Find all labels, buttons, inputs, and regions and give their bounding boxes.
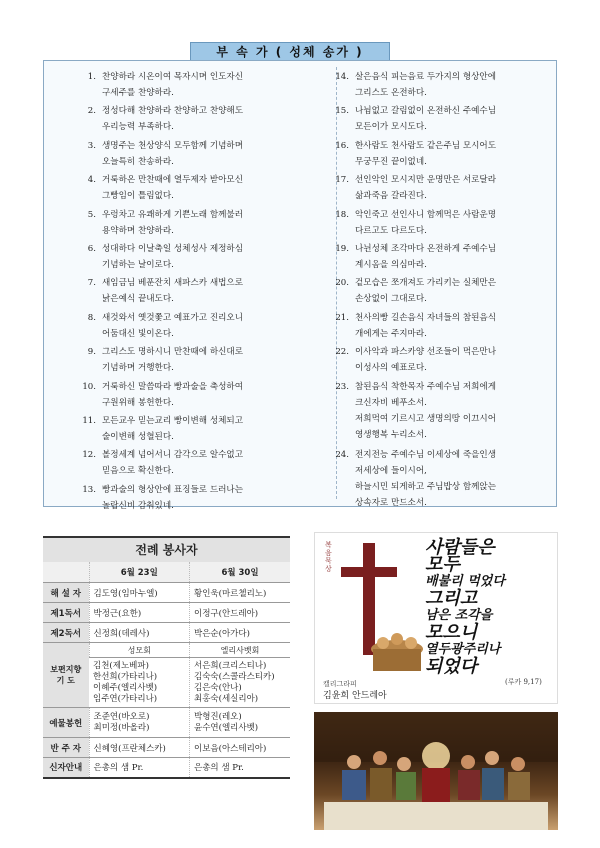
cross-basket-icon bbox=[319, 533, 429, 683]
verse-line: 놀랍신비 감춰있네. bbox=[102, 500, 174, 511]
name: 이혜주(엘리사벳) bbox=[93, 682, 158, 693]
verse-line: 우리능력 부족하다. bbox=[102, 122, 174, 133]
verse-line: 믿음으로 확신한다. bbox=[102, 466, 174, 477]
artist-label: 캘리그라피 bbox=[323, 680, 357, 688]
hymn-verse bbox=[329, 379, 567, 448]
verse-text bbox=[355, 275, 567, 307]
verse-line: 하늘시민 되게하고 주님밥상 함께앉는 bbox=[355, 482, 497, 493]
verse-text bbox=[102, 344, 314, 376]
verse-number: 5. bbox=[87, 209, 96, 220]
role-label: 신자안내 bbox=[43, 758, 89, 778]
group-b: 엘리사벳회 bbox=[190, 643, 291, 658]
verse-line: 우렁차고 유쾌하게 기쁜노래 함께불러 bbox=[102, 209, 244, 220]
verse-line: 그리스도 온전하다. bbox=[355, 88, 427, 98]
verse-text bbox=[102, 310, 314, 342]
hymn-verse bbox=[329, 447, 567, 516]
assignee-a: 박정근(요한) bbox=[89, 603, 190, 623]
name: 조준연(바오로) bbox=[93, 711, 150, 722]
assignee-b: 은총의 샘 Pr. bbox=[190, 758, 291, 778]
verse-text bbox=[102, 447, 314, 479]
role-label: 예물봉헌 bbox=[43, 708, 89, 738]
role-label: 제1독서 bbox=[43, 603, 89, 623]
verse-number: 21. bbox=[335, 312, 349, 323]
hymn-verse bbox=[329, 207, 567, 241]
verse-line: 상속자로 만드소서. bbox=[355, 498, 427, 509]
name: 임주연(가타리나) bbox=[93, 693, 158, 704]
verse-text bbox=[102, 413, 314, 445]
hymn-verse bbox=[76, 138, 314, 172]
verse-line: 그리스도 명하시니 만찬때에 하신대로 bbox=[102, 347, 244, 358]
verse-line: 선인악인 모시지만 운명만은 서로달라 bbox=[355, 175, 497, 186]
assignee-a: 신혜영(프란체스카) bbox=[89, 738, 190, 758]
verse-number: 16. bbox=[335, 140, 349, 151]
verse-number: 19. bbox=[335, 243, 349, 254]
verse-number: 14. bbox=[335, 72, 349, 82]
verse-text bbox=[355, 379, 567, 443]
role-line: 기 도 bbox=[56, 676, 75, 685]
verse-line: 무궁무진 끝이없네. bbox=[355, 156, 427, 167]
verse-number: 15. bbox=[335, 106, 349, 117]
verse-line: 기념하며 거행한다. bbox=[102, 363, 174, 374]
verse-line: 저희먹여 기르시고 생명의땅 이끄시어 bbox=[355, 413, 497, 424]
verse-line: 저세상에 들이시어, bbox=[355, 466, 427, 477]
verse-line: 살은음식 피는음료 두가지의 형상안에 bbox=[355, 72, 497, 82]
calligraphy-line: 사람들은 bbox=[425, 537, 495, 558]
verse-text bbox=[355, 207, 567, 239]
role-label-prayer bbox=[43, 643, 89, 708]
name: 최미정(바올라) bbox=[93, 722, 150, 733]
verse-number: 22. bbox=[335, 347, 349, 358]
verse-text bbox=[102, 379, 314, 411]
verse-line: 오늘특히 찬송하라. bbox=[102, 156, 174, 167]
prayer-list-a bbox=[89, 658, 190, 708]
hymn-verse bbox=[329, 172, 567, 206]
verse-line: 구원위해 봉헌한다. bbox=[102, 397, 174, 408]
hymn-verse bbox=[76, 447, 314, 481]
group-a: 성모회 bbox=[89, 643, 190, 658]
assignee-b: 이보음(아스테리아) bbox=[190, 738, 291, 758]
verse-line: 성대하다 이날축일 성체성사 제정하심 bbox=[102, 243, 244, 254]
painting-figures-icon bbox=[314, 712, 558, 830]
verse-line: 나뉜성체 조각마다 온전하게 주예수님 bbox=[355, 243, 497, 254]
calligraphy-line: 남은 조각을 bbox=[425, 608, 493, 623]
verse-number: 10. bbox=[82, 381, 96, 392]
role-label: 반 주 자 bbox=[43, 738, 89, 758]
verse-line: 찬양하라 시온이여 목자시며 인도자신 bbox=[102, 72, 244, 82]
hymn-verse bbox=[76, 413, 314, 447]
verse-line: 기념하는 날이로다. bbox=[102, 259, 174, 270]
calligraphy-line: 열두광주리나 bbox=[425, 642, 501, 657]
role-label: 제2독서 bbox=[43, 623, 89, 643]
verse-text bbox=[102, 241, 314, 273]
hymn-verse bbox=[76, 482, 314, 516]
verse-line: 어둠대신 빛이온다. bbox=[102, 328, 174, 339]
offering-b bbox=[190, 708, 291, 738]
role-label: 해 설 자 bbox=[43, 583, 89, 603]
offering-a bbox=[89, 708, 190, 738]
assignee-a: 은총의 샘 Pr. bbox=[89, 758, 190, 778]
verse-line: 거룩하온 만찬때에 열두제자 받아모신 bbox=[102, 175, 244, 186]
role-line: 보편지향 bbox=[50, 665, 82, 674]
verse-line: 생명주는 천상양식 모두함께 기념하며 bbox=[102, 140, 244, 151]
header-blank bbox=[43, 562, 89, 583]
verse-text bbox=[102, 138, 314, 170]
assignee-b: 황인욱(마르첼리노) bbox=[190, 583, 291, 603]
calligraphy-text bbox=[425, 539, 553, 675]
verse-line: 이사악과 파스카양 선조들이 먹은만나 bbox=[355, 347, 497, 358]
name: 김은숙(안나) bbox=[194, 682, 242, 693]
verse-line: 새임금님 베푼잔치 새파스카 새법으로 bbox=[102, 278, 244, 289]
verse-number: 17. bbox=[335, 175, 349, 186]
verse-text bbox=[355, 241, 567, 273]
service-table bbox=[43, 562, 290, 779]
hymn-column-left bbox=[76, 69, 314, 516]
verse-number: 20. bbox=[335, 278, 349, 289]
hymn-verse bbox=[329, 138, 567, 172]
verse-line: 새것와서 옛것쫓고 예표가고 진리오니 bbox=[102, 312, 244, 323]
date-header-1: 6월 23일 bbox=[89, 562, 190, 583]
verse-text bbox=[355, 138, 567, 170]
hymn-verse bbox=[76, 275, 314, 309]
verse-number: 4. bbox=[87, 175, 96, 186]
hymn-verse bbox=[76, 344, 314, 378]
verse-line: 빵과술의 형상안에 표징들로 드러나는 bbox=[102, 484, 244, 495]
hymn-verse bbox=[76, 241, 314, 275]
assignee-b: 박은순(아가다) bbox=[190, 623, 291, 643]
verse-line: 참된음식 착한목자 주예수님 저희에게 bbox=[355, 381, 497, 392]
verse-text bbox=[355, 103, 567, 135]
verse-line: 정성다해 찬양하라 찬양하고 찬양해도 bbox=[102, 106, 244, 117]
name: 서은희(크리스티나) bbox=[194, 660, 267, 671]
verse-text bbox=[355, 344, 567, 376]
verse-line: 천사의빵 길손음식 자녀들의 참된음식 bbox=[355, 312, 497, 323]
verse-number: 23. bbox=[335, 381, 349, 392]
verse-line: 구세주를 찬양하라. bbox=[102, 88, 174, 98]
assignee-b: 이정구(안드레아) bbox=[190, 603, 291, 623]
verse-line: 손상없이 그대로다. bbox=[355, 294, 427, 305]
verse-number: 2. bbox=[87, 106, 96, 117]
hymn-column-right bbox=[329, 69, 567, 516]
hymn-verse bbox=[329, 241, 567, 275]
verse-number: 7. bbox=[87, 278, 96, 289]
verse-number: 1. bbox=[87, 72, 96, 82]
name: 김천(제노베파) bbox=[93, 660, 149, 671]
hymn-verse bbox=[76, 310, 314, 344]
verse-number: 11. bbox=[82, 415, 96, 426]
verse-line: 크신자비 베푸소서. bbox=[355, 397, 427, 408]
verse-number: 12. bbox=[82, 450, 96, 461]
hymn-verse bbox=[329, 344, 567, 378]
hymn-box bbox=[43, 60, 557, 511]
verse-text bbox=[355, 447, 567, 511]
hymn-verse bbox=[329, 275, 567, 309]
verse-number: 8. bbox=[87, 312, 96, 323]
name: 김숙숙(스콜라스티카) bbox=[194, 671, 275, 682]
verse-line: 나뉨없고 갈림없이 온전하신 주예수님 bbox=[355, 106, 497, 117]
verse-text bbox=[102, 275, 314, 307]
verse-text bbox=[102, 482, 314, 514]
verse-line: 모든이가 모시도다. bbox=[355, 122, 427, 133]
name: 한선희(가타리나) bbox=[93, 671, 158, 682]
hymn-verse bbox=[329, 103, 567, 137]
last-supper-painting bbox=[314, 712, 558, 830]
name: 박형진(레오) bbox=[194, 711, 242, 722]
verse-text bbox=[355, 310, 567, 342]
hymn-verse bbox=[76, 69, 314, 103]
service-title: 전례 봉사자 bbox=[43, 536, 290, 562]
hymn-verse bbox=[76, 379, 314, 413]
name: 윤수연(엘리사벳) bbox=[194, 722, 259, 733]
verse-line: 전지전능 주예수님 이세상에 죽을인생 bbox=[355, 450, 497, 461]
hymn-verse bbox=[329, 310, 567, 344]
hymn-verse bbox=[76, 103, 314, 137]
verse-text bbox=[102, 69, 314, 101]
verse-line: 이성사의 예표로다. bbox=[355, 363, 427, 374]
hymn-verse bbox=[76, 207, 314, 241]
verse-line: 술이변해 성혈된다. bbox=[102, 431, 174, 442]
verse-line: 볼정세계 넘어서니 감각으로 알수없고 bbox=[102, 450, 244, 461]
verse-line: 개에게는 주지마라. bbox=[355, 328, 427, 339]
verse-line: 삶과죽음 갈라진다. bbox=[355, 191, 427, 202]
verse-line: 겉모습은 쪼개져도 가리키는 실체만은 bbox=[355, 278, 497, 289]
verse-number: 24. bbox=[335, 450, 349, 461]
calligraphy-line: 모으니 bbox=[425, 622, 478, 643]
verse-line: 다르고도 다르도다. bbox=[355, 225, 427, 236]
verse-line: 모든교우 믿는교리 빵이변해 성체되고 bbox=[102, 415, 244, 426]
verse-line: 용약하며 찬양하라. bbox=[102, 225, 174, 236]
prayer-list-b bbox=[190, 658, 291, 708]
artist-name: 김윤희 안드레아 bbox=[323, 691, 387, 701]
verse-line: 계시옴을 의심마라. bbox=[355, 259, 427, 270]
verse-line: 거룩하신 말씀따라 빵과술을 축성하여 bbox=[102, 381, 244, 392]
verse-number: 13. bbox=[82, 484, 96, 495]
verse-number: 3. bbox=[87, 140, 96, 151]
verse-line: 악인죽고 선인사니 함께먹은 사람운명 bbox=[355, 209, 497, 220]
calligraphy-line: 모두 bbox=[425, 554, 460, 575]
hymn-title: 부 속 가 ( 성체 송가 ) bbox=[190, 42, 390, 62]
hymn-verse bbox=[76, 172, 314, 206]
verse-line: 한사람도 천사람도 같은주님 모시어도 bbox=[355, 140, 497, 151]
verse-text bbox=[355, 69, 567, 101]
verse-number: 18. bbox=[335, 209, 349, 220]
calligraphy-card bbox=[314, 532, 558, 704]
assignee-a: 김도영(임마누엘) bbox=[89, 583, 190, 603]
verse-line: 그빵임이 틀림없다. bbox=[102, 191, 174, 202]
calligraphy-line: 그리고 bbox=[425, 588, 478, 609]
verse-line: 영생행복 누리소서. bbox=[355, 429, 427, 440]
name: 최홍숙(세실리아) bbox=[194, 693, 259, 704]
verse-number: 6. bbox=[87, 243, 96, 254]
verse-text bbox=[102, 207, 314, 239]
assignee-a: 신정희(데레사) bbox=[89, 623, 190, 643]
verse-text bbox=[355, 172, 567, 204]
verse-number: 9. bbox=[87, 347, 96, 358]
hymn-verse bbox=[329, 69, 567, 103]
verse-line: 낡은예식 끝내도다. bbox=[102, 294, 174, 305]
verse-text bbox=[102, 172, 314, 204]
scripture-reference: (루카 9,17) bbox=[505, 678, 542, 686]
verse-text bbox=[102, 103, 314, 135]
date-header-2: 6월 30일 bbox=[190, 562, 291, 583]
calligraphy-line: 되었다 bbox=[425, 656, 478, 677]
calligraphy-line: 배불리 먹었다 bbox=[425, 574, 505, 589]
gospel-label: 복음 묵상 bbox=[325, 541, 332, 573]
